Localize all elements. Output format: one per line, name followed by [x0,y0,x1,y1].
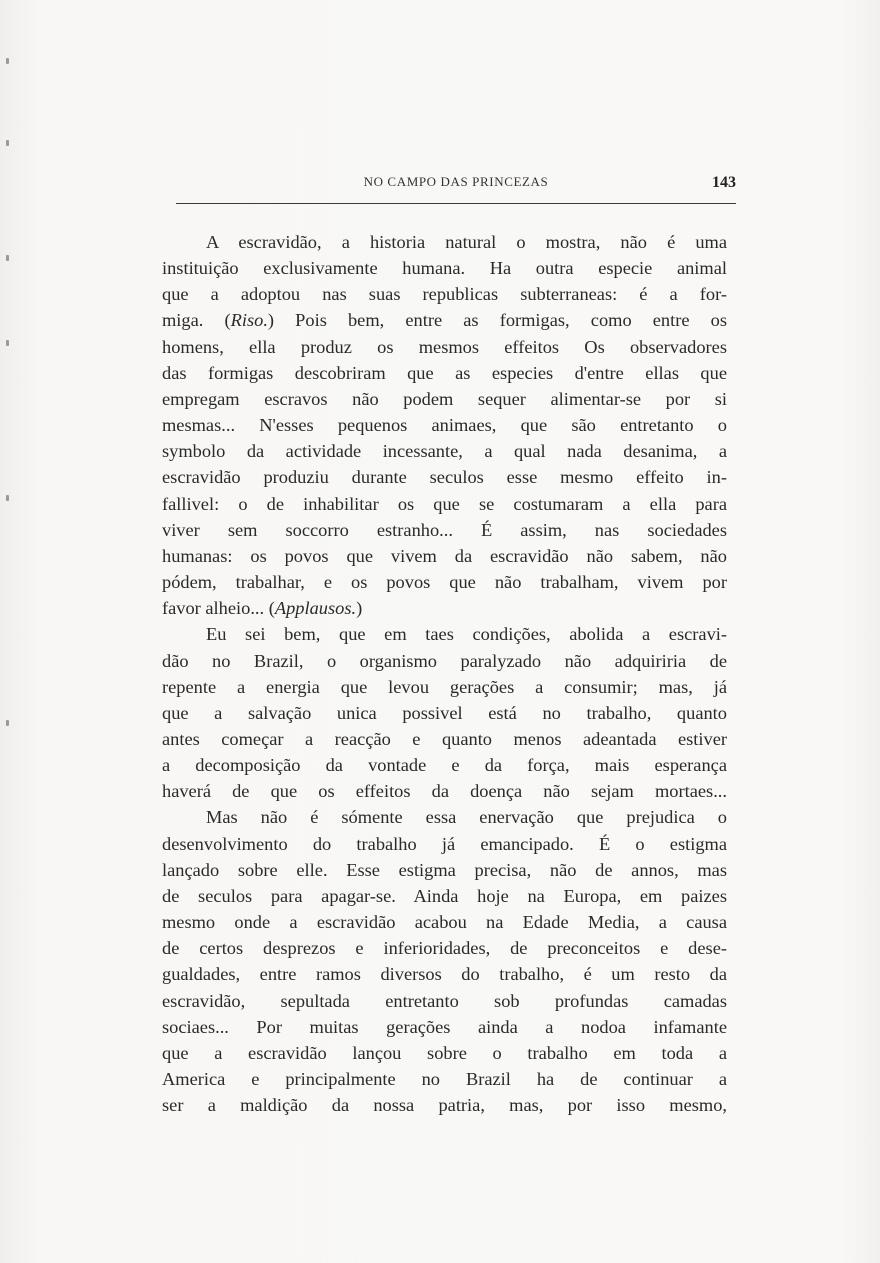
text-line: antes começar a reacção e quanto menos adeantada estiver [162,728,727,749]
text-line: desenvolvimento do trabalho já emancipado. É o estigma [162,833,727,854]
text-line: que a salvação unica possivel está no trabalho, quanto [162,702,727,723]
page-edge-mark [6,495,9,501]
text-line: viver sem soccorro estranho... É assim, nas sociedades [162,519,727,540]
paragraph [162,804,727,1118]
text-line: homens, ella produz os mesmos effeitos Os observadores [162,336,727,357]
page-number: 143 [712,174,736,191]
text-line: das formigas descobriram que as especies d'entre ellas que [162,362,727,383]
body-text [162,229,727,1118]
page-edge-mark [6,58,9,64]
text-line: humanas: os povos que vivem da escravidão não sabem, não [162,545,727,566]
text-line: miga. (Riso.) Pois bem, entre as formigas, como entre os [162,310,727,331]
text-line: ser a maldição da nossa patria, mas, por isso mesmo, [162,1095,727,1116]
text-line: gualdades, entre ramos diversos do trabalho, é um resto da [162,964,727,985]
page-edge-mark [6,720,9,726]
text-line: favor alheio... (Applausos.) [162,598,363,619]
text-line: sociaes... Por muitas gerações ainda a nodoa infamante [162,1016,727,1037]
text-line: escravidão, sepultada entretanto sob profundas camadas [162,990,727,1011]
running-title: NO CAMPO DAS PRINCEZAS [363,174,549,189]
paragraph [162,621,727,804]
text-line: pódem, trabalhar, e os povos que não trabalham, vivem por [162,572,727,593]
paragraph [162,229,727,621]
text-line: haverá de que os effeitos da doença não sejam mortaes... [162,781,727,802]
text-line: a decomposição da vontade e da força, mais esperança [162,755,727,776]
text-line: de seculos para apagar-se. Ainda hoje na Europa, em paizes [162,885,727,906]
text-line: symbolo da actividade incessante, a qual nada desanima, a [162,441,727,462]
text-line: que a escravidão lançou sobre o trabalho em toda a [162,1042,727,1063]
text-line: mesmas... N'esses pequenos animaes, que são entretanto o [162,415,727,436]
text-line: de certos desprezos e inferioridades, de preconceitos e dese- [162,938,727,959]
text-line: empregam escravos não podem sequer alimentar-se por si [162,388,727,409]
header-rule [176,203,736,204]
text-line: America e principalmente no Brazil ha de continuar a [162,1069,727,1089]
page-edge-mark [6,255,9,261]
text-line: instituição exclusivamente humana. Ha outra especie animal [162,258,727,279]
text-line: Eu sei bem, que em taes condições, abolida a escravi- [206,624,727,645]
page-edge-mark [6,140,9,146]
text-line: Mas não é sómente essa enervação que prejudica o [206,807,727,828]
page-header [176,172,736,196]
text-line: escravidão produziu durante seculos esse mesmo effeito in- [162,467,727,488]
text-line: mesmo onde a escravidão acabou na Edade Media, a causa [162,912,727,933]
text-line: fallivel: o de inhabilitar os que se costumaram a ella para [162,493,727,514]
text-line: que a adoptou nas suas republicas subterraneas: é a for- [162,284,727,305]
text-line: A escravidão, a historia natural o mostra, não é uma [206,232,727,252]
text-line: repente a energia que levou gerações a consumir; mas, já [162,676,727,697]
page-edge-mark [6,340,9,346]
text-line: dão no Brazil, o organismo paralyzado não adquiriria de [162,650,727,671]
text-line: lançado sobre elle. Esse estigma precisa, não de annos, mas [162,859,727,880]
